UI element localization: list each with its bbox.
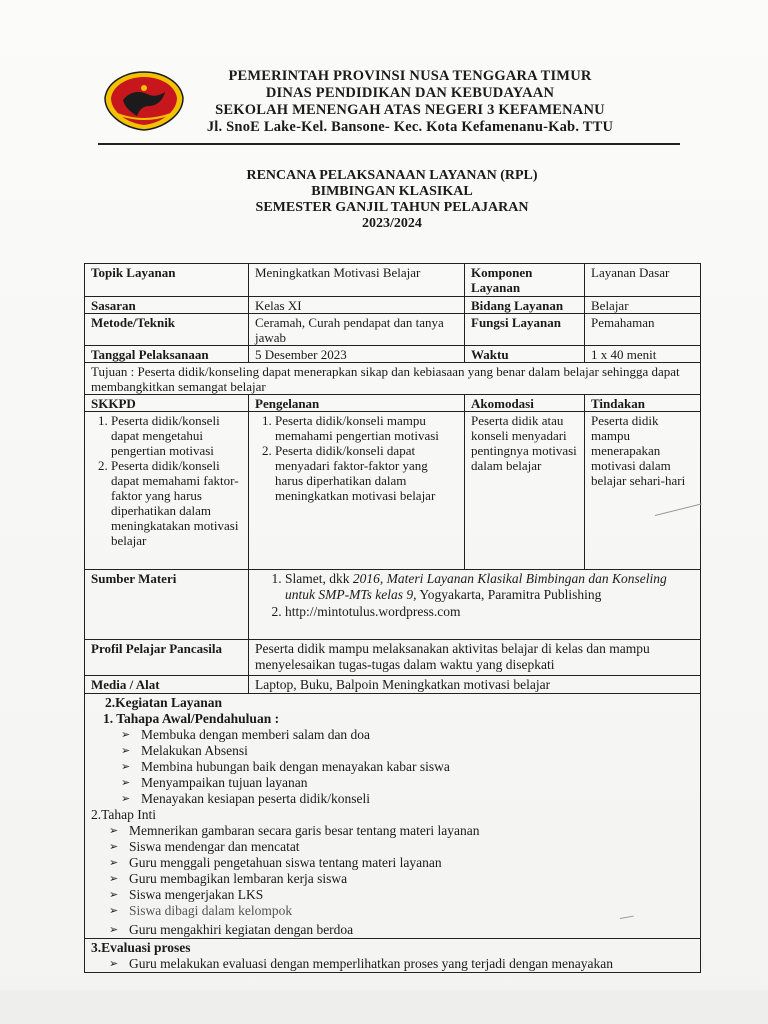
tahap1-list [91, 727, 694, 807]
tahap1-heading: 1. Tahapa Awal/Pendahuluan : [103, 711, 280, 726]
doc-title-year: 2023/2024 [362, 216, 422, 231]
tahap2-item [109, 887, 694, 903]
header-tindakan: Tindakan [585, 395, 701, 412]
akomodasi-cell: Peserta didik atau konseli menyadari pentingnya motivasi dalam belajar [465, 412, 585, 570]
tahap1-item [121, 775, 694, 791]
label-bidang: Bidang Layanan [465, 297, 585, 314]
evaluasi-cell [85, 939, 701, 973]
arrow-bullet-icon: ➢ [121, 729, 131, 741]
tahap2-item-text: Guru membagikan lembaran kerja siswa [129, 871, 348, 886]
letterhead-government: PEMERINTAH PROVINSI NUSA TENGGARA TIMUR [228, 68, 592, 84]
arrow-bullet-icon: ➢ [109, 857, 119, 869]
row-headers [85, 395, 701, 412]
tahap1-item-text: Membuka dengan memberi salam dan doa [141, 727, 371, 742]
header-akomodasi: Akomodasi [465, 395, 585, 412]
value-topik: Meningkatkan Motivasi Belajar [249, 264, 465, 297]
arrow-bullet-icon: ➢ [121, 777, 131, 789]
label-topik: Topik Layanan [85, 264, 249, 297]
evaluasi-list [91, 956, 694, 972]
tahap2-item [109, 922, 694, 938]
skkpd-item: 2. Peserta didik/konseli dapat memahami faktor-faktor yang harus diperhatikan dalam meningkatakan motivasi belajar [111, 458, 242, 548]
evaluasi-item-text: Guru melakukan evaluasi dengan memperlihatkan proses yang terjadi dengan menayakan [129, 956, 613, 971]
label-waktu: Waktu [465, 346, 585, 363]
row-tujuan [85, 363, 701, 395]
row-metode [85, 314, 701, 346]
value-metode: Ceramah, Curah pendapat dan tanya jawab [249, 314, 465, 346]
sumber-cell [249, 570, 701, 640]
tujuan-text: Tujuan : Peserta didik/konseling dapat menerapkan sikap dan kebiasaan yang benar dalam belajar sehingga dapat membangkitkan semangat belajar [85, 363, 701, 395]
sumber-publisher: , Yogyakarta, Paramitra Publishing [413, 587, 602, 602]
label-media: Media / Alat [85, 676, 249, 694]
label-fungsi: Fungsi Layanan [465, 314, 585, 346]
arrow-bullet-icon: ➢ [109, 924, 119, 936]
value-waktu: 1 x 40 menit [585, 346, 701, 363]
tahap1-item-text: Membina hubungan baik dengan menayakan kabar siswa [141, 759, 450, 774]
tahap1-item [121, 743, 694, 759]
arrow-bullet-icon: ➢ [109, 889, 119, 901]
doc-title-rpl: RENCANA PELAKSANAAN LAYANAN (RPL) [246, 168, 538, 183]
row-topik [85, 264, 701, 297]
sumber-item: 2. http://mintotulus.wordpress.com [285, 604, 694, 620]
arrow-bullet-icon: ➢ [121, 761, 131, 773]
arrow-bullet-icon: ➢ [109, 958, 119, 970]
sumber-author: Slamet, dkk [285, 571, 350, 586]
arrow-bullet-icon: ➢ [121, 745, 131, 757]
skkpd-cell [85, 412, 249, 570]
arrow-bullet-icon: ➢ [109, 905, 119, 917]
row-kegiatan [85, 694, 701, 939]
label-sumber: Sumber Materi [85, 570, 249, 640]
tahap2-item-text: Siswa mendengar dan mencatat [129, 839, 300, 854]
pengenalan-item: 2. Peserta didik/konseli dapat menyadari faktor-faktor yang harus diperhatikan dalam meningkatkan motivasi belajar [275, 443, 458, 503]
label-profil: Profil Pelajar Pancasila [85, 640, 249, 676]
tahap2-item-text: Siswa dibagi dalam kelompok [129, 903, 293, 918]
evaluasi-heading: 3.Evaluasi proses [91, 940, 191, 955]
row-sasaran [85, 297, 701, 314]
pengenalan-item: 1. Peserta didik/konseli mampu memahami pengertian motivasi [275, 413, 458, 443]
value-bidang: Belajar [585, 297, 701, 314]
arrow-bullet-icon: ➢ [109, 825, 119, 837]
value-fungsi: Pemahaman [585, 314, 701, 346]
value-sasaran: Kelas XI [249, 297, 465, 314]
label-sasaran: Sasaran [85, 297, 249, 314]
row-tanggal [85, 346, 701, 363]
tahap2-list [91, 823, 694, 938]
arrow-bullet-icon: ➢ [121, 793, 131, 805]
letterhead-address: Jl. SnoE Lake-Kel. Bansone- Kec. Kota Kefamenanu-Kab. TTU [206, 119, 614, 135]
row-sumber [85, 570, 701, 640]
header-skkpd: SKKPD [85, 395, 249, 412]
rpl-table [84, 263, 701, 973]
tahap1-item-text: Melakukan Absensi [141, 743, 248, 758]
arrow-bullet-icon: ➢ [109, 841, 119, 853]
arrow-bullet-icon: ➢ [109, 873, 119, 885]
label-tanggal: Tanggal Pelaksanaan [85, 346, 249, 363]
doc-title-bimbingan: BIMBINGAN KLASIKAL [311, 184, 473, 199]
doc-title-semester: SEMESTER GANJIL TAHUN PELAJARAN [255, 200, 529, 215]
tahap2-item [109, 855, 694, 871]
evaluasi-item [109, 956, 694, 972]
row-evaluasi [85, 939, 701, 973]
letterhead-school: SEKOLAH MENENGAH ATAS NEGERI 3 KEFAMENANU [215, 102, 605, 118]
row-profil [85, 640, 701, 676]
kegiatan-heading: 2.Kegiatan Layanan [105, 695, 223, 710]
skkpd-item: 1. Peserta didik/konseli dapat mengetahui pengertian motivasi [111, 413, 242, 458]
tahap2-item-text: Siswa mengerjakan LKS [129, 887, 264, 902]
skkpd-list [91, 413, 242, 548]
tahap1-item [121, 791, 694, 807]
letterhead-department: DINAS PENDIDIKAN DAN KEBUDAYAAN [265, 85, 555, 101]
tahap1-item [121, 727, 694, 743]
value-tanggal: 5 Desember 2023 [249, 346, 465, 363]
pengenalan-cell [249, 412, 465, 570]
value-komponen: Layanan Dasar [585, 264, 701, 297]
tahap2-item-text: Guru menggali pengetahuan siswa tentang materi layanan [129, 855, 442, 870]
tahap1-item [121, 759, 694, 775]
tahap2-item [109, 871, 694, 887]
header-pengenalan: Pengelanan [249, 395, 465, 412]
tahap2-item [109, 903, 694, 919]
letterhead-rule [98, 143, 680, 145]
sumber-book-title: 2016, Materi Layanan Klasikal Bimbingan dan Konseling untuk SMP-MTs kelas 9 [285, 571, 667, 602]
tindakan-cell: Peserta didik mampu menerapakan motivasi dalam belajar sehari-hari [585, 412, 701, 570]
tahap2-item [109, 823, 694, 839]
kegiatan-cell [85, 694, 701, 939]
label-metode: Metode/Teknik [85, 314, 249, 346]
row-media [85, 676, 701, 694]
tahap2-item-text: Guru mengakhiri kegiatan dengan berdoa [129, 922, 354, 937]
value-media: Laptop, Buku, Balpoin Meningkatkan motivasi belajar [249, 676, 701, 694]
page-bottom-edge [0, 990, 768, 1024]
pengenalan-list [255, 413, 458, 503]
sumber-item [285, 571, 694, 603]
sumber-list [255, 571, 694, 620]
value-profil: Peserta didik mampu melaksanakan aktivitas belajar di kelas dan mampu menyelesaikan tugas-tugas dalam waktu yang disepkati [249, 640, 701, 676]
tahap1-item-text: Menayakan kesiapan peserta didik/konseli [141, 791, 371, 806]
tahap2-item-text: Memnerikan gambaran secara garis besar tentang materi layanan [129, 823, 480, 838]
row-skkpd-content [85, 412, 701, 570]
tahap1-item-text: Menyampaikan tujuan layanan [141, 775, 308, 790]
tahap2-item [109, 839, 694, 855]
label-komponen: Komponen Layanan [465, 264, 585, 297]
tahap2-heading: 2.Tahap Inti [91, 807, 157, 822]
